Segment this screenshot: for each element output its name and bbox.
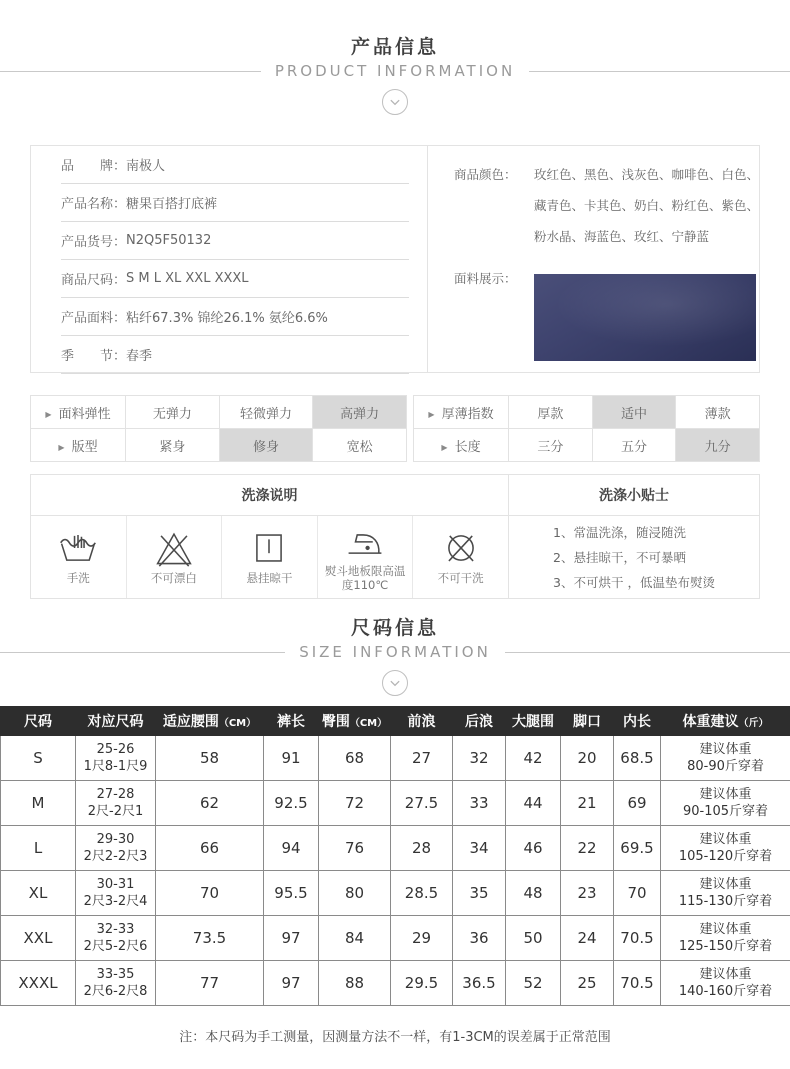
washing-tip: 2、悬挂晾干，不可暴晒 — [553, 545, 715, 570]
colors-label: 商品颜色： — [454, 159, 534, 252]
size-cell: 92.5 — [264, 781, 319, 826]
colors-list — [534, 159, 759, 252]
size-cell: 77 — [156, 961, 264, 1006]
size-table-row — [1, 961, 790, 1006]
wash-cell-iron-max-110 — [317, 516, 413, 598]
size-cell: 73.5 — [156, 916, 264, 961]
size-cell: 29.5 — [391, 961, 453, 1006]
spec-row-label: 厚薄指数 — [442, 407, 494, 422]
spec-option: 紧身 — [126, 429, 220, 462]
brand-label: 品 牌： — [61, 155, 126, 174]
divider-line — [0, 71, 261, 72]
spec-option: 适中 — [592, 396, 676, 429]
product-attributes — [31, 146, 428, 372]
hang-dry-icon — [248, 529, 290, 567]
size-cell-label: XXL — [1, 916, 76, 961]
size-cell: 21 — [561, 781, 614, 826]
hand-wash-icon — [57, 529, 99, 567]
size-column-header: 裤长 — [264, 707, 319, 736]
size-cell: 27 — [391, 736, 453, 781]
size-cell: 84 — [319, 916, 391, 961]
product-name-value: 糖果百搭打底裤 — [126, 193, 217, 212]
spec-option: 九分 — [676, 429, 760, 462]
size-table-row — [1, 781, 790, 826]
spec-row-label: 长度 — [455, 440, 481, 455]
size-column-header: 后浪 — [453, 707, 506, 736]
size-cell: 70.5 — [614, 961, 661, 1006]
size-cell: 72 — [319, 781, 391, 826]
size-cell: 22 — [561, 826, 614, 871]
arrow-right-icon: ▶ — [45, 410, 51, 419]
size-column-header: 对应尺码 — [76, 707, 156, 736]
divider-line — [505, 652, 790, 653]
size-cell: 建议体重 80-90斤穿着 — [661, 736, 790, 781]
colors-line: 粉水晶、海蓝色、玫红、宁静蓝 — [534, 221, 759, 252]
wash-cell-hand-wash — [31, 516, 126, 598]
season-value: 春季 — [126, 345, 152, 364]
product-sku-value: N2Q5F50132 — [126, 233, 211, 248]
size-cell: 36.5 — [453, 961, 506, 1006]
size-column-header: 尺码 — [1, 707, 76, 736]
spec-option: 无弹力 — [126, 396, 220, 429]
iron-max-110-icon — [344, 522, 386, 560]
size-table-header-row — [1, 707, 790, 736]
size-cell: 27.5 — [391, 781, 453, 826]
spec-row-label: 版型 — [72, 440, 98, 455]
size-cell: 建议体重 115-130斤穿着 — [661, 871, 790, 916]
size-cell: 29 — [391, 916, 453, 961]
wash-icon-label: 不可漂白 — [151, 571, 197, 585]
size-cell: 62 — [156, 781, 264, 826]
size-cell-label: XL — [1, 871, 76, 916]
spec-row-label-cell — [31, 396, 126, 429]
size-column-header: 体重建议（斤） — [661, 707, 790, 736]
spec-option: 三分 — [509, 429, 593, 462]
size-cell: 建议体重 125-150斤穿着 — [661, 916, 790, 961]
wash-icon-label: 悬挂晾干 — [246, 571, 292, 585]
size-cell: 91 — [264, 736, 319, 781]
size-cell: 32 — [453, 736, 506, 781]
size-cell: 建议体重 140-160斤穿着 — [661, 961, 790, 1006]
season-label: 季 节： — [61, 345, 126, 364]
size-cell: 58 — [156, 736, 264, 781]
fabric-display-label: 面料展示： — [454, 266, 534, 361]
product-name-label: 产品名称： — [61, 193, 126, 212]
size-table-row — [1, 916, 790, 961]
size-cell: 27-28 2尺-2尺1 — [76, 781, 156, 826]
product-fabric-label: 产品面料： — [61, 307, 126, 326]
size-column-header: 脚口 — [561, 707, 614, 736]
product-fabric-value: 粘纤67.3% 锦纶26.1% 氨纶6.6% — [126, 307, 328, 326]
arrow-right-icon: ▶ — [428, 410, 434, 419]
size-cell: 88 — [319, 961, 391, 1006]
size-cell: 建议体重 105-120斤穿着 — [661, 826, 790, 871]
size-cell: 97 — [264, 916, 319, 961]
section-title-cn: 尺码信息 — [0, 613, 790, 640]
size-cell: 33 — [453, 781, 506, 826]
washing-tip: 1、常温洗涤，随浸随洗 — [553, 520, 715, 545]
size-cell: 70 — [156, 871, 264, 916]
product-colors-panel — [428, 146, 759, 372]
size-cell: 52 — [506, 961, 561, 1006]
size-cell: 95.5 — [264, 871, 319, 916]
brand-row — [61, 146, 409, 184]
chevron-down-icon — [382, 670, 408, 696]
size-cell: 80 — [319, 871, 391, 916]
arrow-right-icon: ▶ — [58, 443, 64, 452]
spec-option: 宽松 — [313, 429, 407, 462]
spec-option: 高弹力 — [313, 396, 407, 429]
no-dry-clean-icon — [440, 529, 482, 567]
size-cell: 94 — [264, 826, 319, 871]
no-bleach-icon — [153, 529, 195, 567]
size-cell: 44 — [506, 781, 561, 826]
chevron-down-icon — [382, 89, 408, 115]
size-cell: 20 — [561, 736, 614, 781]
size-cell: 97 — [264, 961, 319, 1006]
size-cell: 50 — [506, 916, 561, 961]
spec-option: 五分 — [592, 429, 676, 462]
divider-line — [529, 71, 790, 72]
spec-tables — [30, 395, 760, 462]
washing-instructions-title: 洗涤说明 — [31, 475, 508, 515]
product-info-box — [30, 145, 760, 373]
size-cell: 24 — [561, 916, 614, 961]
size-cell: 70 — [614, 871, 661, 916]
size-cell: 23 — [561, 871, 614, 916]
size-column-header: 臀围（CM） — [319, 707, 391, 736]
product-name-row — [61, 184, 409, 222]
measurement-note: 注：本尺码为手工测量，因测量方法不一样，有1-3CM的误差属于正常范围 — [0, 1026, 790, 1045]
size-cell: 28 — [391, 826, 453, 871]
washing-icons — [31, 516, 508, 598]
thickness-length-table — [413, 395, 760, 462]
size-table-row — [1, 736, 790, 781]
arrow-right-icon: ▶ — [441, 443, 447, 452]
size-column-header: 大腿围 — [506, 707, 561, 736]
wash-icon-label: 熨斗地板限高温度110℃ — [320, 564, 411, 592]
size-cell-label: M — [1, 781, 76, 826]
wash-cell-no-bleach — [126, 516, 222, 598]
size-cell: 46 — [506, 826, 561, 871]
size-cell: 66 — [156, 826, 264, 871]
spec-option: 厚款 — [509, 396, 593, 429]
size-cell: 42 — [506, 736, 561, 781]
size-cell: 68.5 — [614, 736, 661, 781]
washing-tip: 3、不可烘干 ，低温垫布熨烫 — [553, 570, 715, 595]
size-info-section-title — [0, 599, 790, 696]
size-cell: 35 — [453, 871, 506, 916]
product-fabric-row — [61, 298, 409, 336]
product-sku-row — [61, 222, 409, 260]
size-cell: 34 — [453, 826, 506, 871]
elasticity-fit-table — [30, 395, 407, 462]
size-cell: 48 — [506, 871, 561, 916]
washing-tips-title: 洗涤小贴士 — [508, 475, 759, 515]
wash-cell-hang-dry — [221, 516, 317, 598]
divider-line — [0, 652, 285, 653]
size-cell-label: S — [1, 736, 76, 781]
size-cell: 25-26 1尺8-1尺9 — [76, 736, 156, 781]
washing-tips — [508, 516, 759, 598]
spec-row-label-cell — [414, 429, 509, 462]
size-cell: 29-30 2尺2-2尺3 — [76, 826, 156, 871]
size-table-row — [1, 871, 790, 916]
season-row — [61, 336, 409, 374]
product-info-section-title — [0, 0, 790, 115]
size-chart-table — [0, 706, 790, 1006]
colors-line: 藏青色、卡其色、奶白、粉红色、紫色、 — [534, 190, 759, 221]
spec-row-label-cell — [31, 429, 126, 462]
section-title-cn: 产品信息 — [0, 32, 790, 59]
section-title-en: PRODUCT INFORMATION — [275, 62, 515, 80]
product-sku-label: 产品货号： — [61, 231, 126, 250]
wash-cell-no-dry-clean — [412, 516, 508, 598]
spec-option: 轻微弹力 — [219, 396, 313, 429]
brand-value: 南极人 — [126, 155, 165, 174]
product-sizes-row — [61, 260, 409, 298]
wash-icon-label: 不可干洗 — [438, 571, 484, 585]
wash-icon-label: 手洗 — [67, 571, 90, 585]
spec-option: 薄款 — [676, 396, 760, 429]
spec-row-label-cell — [414, 396, 509, 429]
size-cell-label: L — [1, 826, 76, 871]
size-column-header: 内长 — [614, 707, 661, 736]
size-cell: 28.5 — [391, 871, 453, 916]
size-column-header: 前浪 — [391, 707, 453, 736]
size-cell: 32-33 2尺5-2尺6 — [76, 916, 156, 961]
size-cell: 70.5 — [614, 916, 661, 961]
colors-line: 玫红色、黑色、浅灰色、咖啡色、白色、 — [534, 159, 759, 190]
size-cell: 建议体重 90-105斤穿着 — [661, 781, 790, 826]
size-cell: 69 — [614, 781, 661, 826]
size-cell-label: XXXL — [1, 961, 76, 1006]
size-cell: 69.5 — [614, 826, 661, 871]
size-cell: 30-31 2尺3-2尺4 — [76, 871, 156, 916]
section-title-en: SIZE INFORMATION — [299, 643, 491, 661]
washing-instructions-box — [30, 474, 760, 599]
product-sizes-label: 商品尺码： — [61, 269, 126, 288]
product-sizes-value: S M L XL XXL XXXL — [126, 271, 249, 286]
size-cell: 76 — [319, 826, 391, 871]
fabric-swatch-image — [534, 274, 756, 361]
size-cell: 36 — [453, 916, 506, 961]
size-column-header: 适应腰围（CM） — [156, 707, 264, 736]
size-cell: 25 — [561, 961, 614, 1006]
spec-option: 修身 — [219, 429, 313, 462]
size-cell: 68 — [319, 736, 391, 781]
spec-row-label: 面料弹性 — [59, 407, 111, 422]
size-cell: 33-35 2尺6-2尺8 — [76, 961, 156, 1006]
size-table-row — [1, 826, 790, 871]
